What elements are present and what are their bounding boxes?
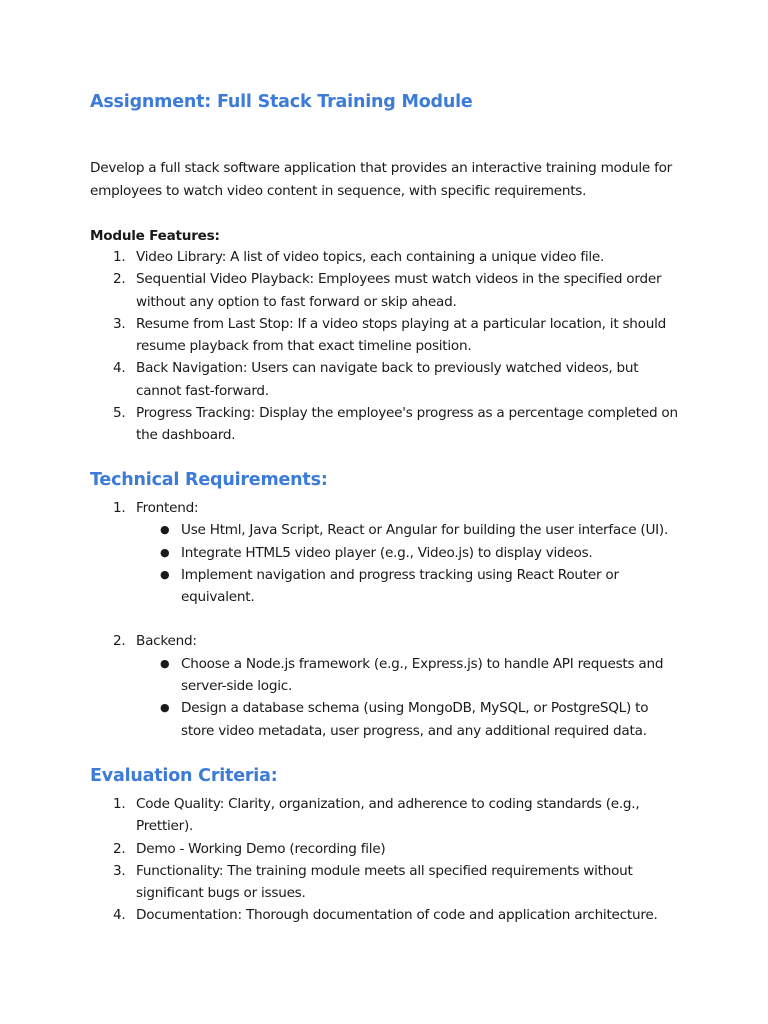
bullet-glyph: ● — [160, 567, 170, 581]
evaluation-criteria-heading: Evaluation Criteria: — [90, 766, 278, 786]
bullet-item — [136, 564, 680, 609]
list-item-text: Code Quality: Clarity, organization, and adherence to coding standards (e.g., Prettier). — [136, 796, 640, 835]
list-number: 1. — [113, 796, 126, 812]
list-item-text: Back Navigation: Users can navigate back to previously watched videos, but cannot fast-forward. — [136, 360, 639, 399]
spacer — [90, 608, 680, 630]
list-number: 4. — [113, 360, 126, 377]
list-item-text: Resume from Last Stop: If a video stops playing at a particular location, it should resume playback from that exact timeline position. — [136, 315, 667, 355]
list-number: 2. — [113, 840, 126, 857]
list-item-text: Documentation: Thorough documentation of code and application architecture. — [136, 907, 658, 924]
list-item — [90, 313, 680, 358]
intro-paragraph: Develop a full stack software application that provides an interactive training module for employees to watch video content in sequence, with specific requirements. — [90, 160, 673, 199]
list-item — [90, 838, 680, 860]
list-item — [90, 860, 680, 905]
bullet-item-text: Implement navigation and progress tracking using React Router or equivalent. — [181, 566, 619, 606]
bullet-item-text: Integrate HTML5 video player (e.g., Video.js) to display videos. — [181, 544, 593, 561]
bullet-glyph: ● — [160, 656, 170, 670]
bullet-item — [136, 697, 680, 742]
list-item — [90, 630, 680, 652]
list-item — [90, 268, 680, 313]
module-features-heading: Module Features: — [90, 228, 220, 244]
list-number: 4. — [113, 907, 126, 924]
list-item — [90, 357, 680, 402]
technical-requirements-heading: Technical Requirements: — [90, 470, 328, 490]
bullet-glyph: ● — [160, 545, 170, 559]
bullet-glyph: ● — [160, 701, 170, 715]
evaluation-criteria-list — [90, 793, 680, 927]
list-number: 2. — [113, 271, 126, 288]
list-item-text: Progress Tracking: Display the employee's progress as a percentage completed on the dashboard. — [136, 405, 678, 444]
bullet-item-text: Design a database schema (using MongoDB, MySQL, or PostgreSQL) to store video metadata, user progress, and any additional required data. — [181, 700, 649, 739]
list-number: 1. — [113, 500, 126, 516]
bullet-item-text: Choose a Node.js framework (e.g., Express.js) to handle API requests and server-side logic. — [181, 655, 664, 695]
list-item — [90, 402, 680, 447]
bullet-item — [136, 542, 680, 564]
bullet-item — [136, 519, 680, 541]
bullet-item — [136, 653, 680, 698]
list-number: 2. — [113, 633, 126, 650]
bullet-item-text: Use Html, Java Script, React or Angular for building the user interface (UI). — [181, 522, 669, 539]
list-item-text: Backend: — [136, 633, 197, 650]
list-item — [90, 497, 680, 519]
list-item-text: Video Library: A list of video topics, each containing a unique video file. — [136, 249, 605, 265]
list-item-text: Sequential Video Playback: Employees must watch videos in the specified order without any option to fast forward or skip ahead. — [136, 271, 662, 310]
list-item-text: Frontend: — [136, 500, 199, 516]
list-item — [90, 793, 680, 838]
document-title: Assignment: Full Stack Training Module — [90, 92, 473, 112]
list-number: 3. — [113, 315, 126, 332]
list-number: 5. — [113, 405, 126, 422]
bullet-glyph: ● — [160, 523, 170, 537]
list-item-text: Demo - Working Demo (recording file) — [136, 840, 386, 857]
list-number: 3. — [113, 862, 126, 879]
module-features-list — [90, 246, 680, 447]
list-item-text: Functionality: The training module meets all specified requirements without significant bugs or issues. — [136, 862, 633, 902]
list-item — [90, 246, 680, 268]
list-number: 1. — [113, 249, 126, 265]
list-item — [90, 904, 680, 926]
technical-requirements-list — [90, 497, 680, 742]
